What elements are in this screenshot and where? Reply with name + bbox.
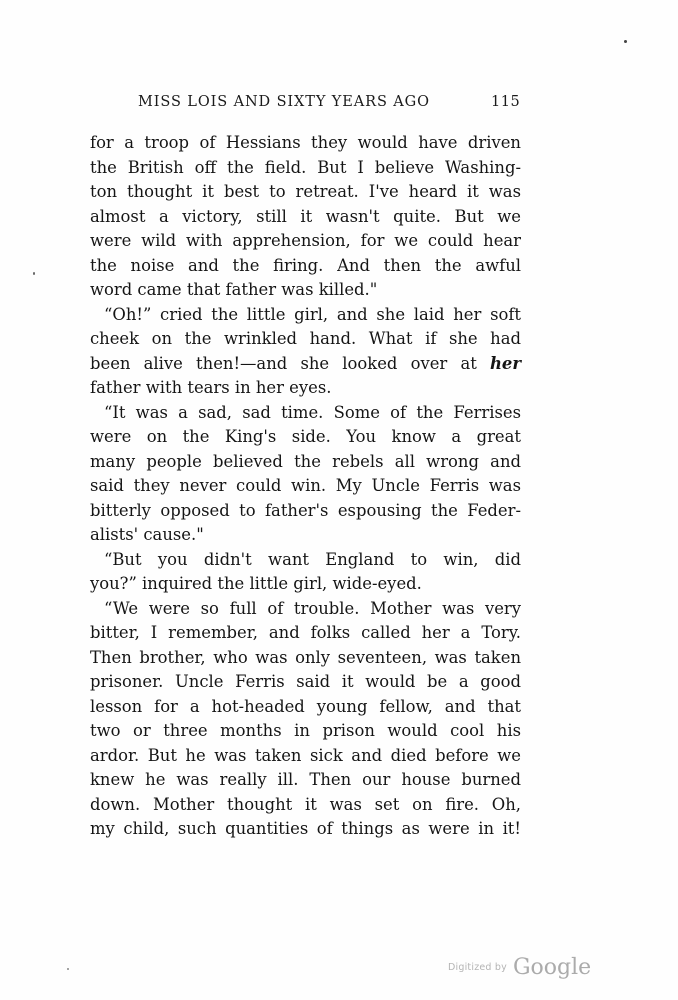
text-line: been alive then!—and she looked over at her xyxy=(90,353,521,373)
text-line: my child, such quantities of things as were in it! xyxy=(90,819,521,838)
text-line: you?” inquired the little girl, wide-eyed. xyxy=(90,574,422,593)
running-title: MISS LOIS AND SIXTY YEARS AGO xyxy=(138,94,430,110)
body-text xyxy=(90,131,521,842)
text-line: the British off the field. But I believe Washing- xyxy=(90,157,521,177)
watermark-prefix: Digitized by xyxy=(448,962,507,973)
text-line: ton thought it best to retreat. I've heard it was xyxy=(90,182,521,201)
text-line: “But you didn't want England to win, did xyxy=(104,549,521,569)
text-line: said they never could win. My Uncle Ferris was xyxy=(90,476,521,495)
text-line: cheek on the wrinkled hand. What if she had xyxy=(90,329,521,348)
text-line: were on the King's side. You know a great xyxy=(90,427,521,446)
text-line: almost a victory, still it wasn't quite. But we xyxy=(90,206,521,226)
digitized-watermark xyxy=(448,955,591,980)
text-line: father with tears in her eyes. xyxy=(90,378,332,397)
text-line: “Oh!” cried the little girl, and she laid her soft xyxy=(104,304,521,324)
text-line: were wild with apprehension, for we could hear xyxy=(90,231,521,250)
text-line: word came that father was killed." xyxy=(90,280,378,299)
text-line: bitter, I remember, and folks called her a Tory. xyxy=(90,623,521,642)
emphasized-word: her xyxy=(490,353,521,373)
text-line: Then brother, who was only seventeen, was taken xyxy=(90,647,521,667)
text-line: bitterly opposed to father's espousing the Feder- xyxy=(90,500,521,520)
page-number: 115 xyxy=(491,94,521,110)
scan-speck xyxy=(67,968,69,970)
scan-speck xyxy=(33,272,35,275)
text-line: ardor. But he was taken sick and died before we xyxy=(90,745,521,765)
watermark-logo: Google xyxy=(512,955,592,980)
text-line: down. Mother thought it was set on fire. Oh, xyxy=(90,794,521,814)
text-line: prisoner. Uncle Ferris said it would be a good xyxy=(90,672,521,691)
text-line: the noise and the firing. And then the awful xyxy=(90,255,521,275)
text-line: “We were so full of trouble. Mother was very xyxy=(104,598,521,618)
text-line: two or three months in prison would cool his xyxy=(90,721,521,740)
text-line: alists' cause." xyxy=(90,525,204,544)
text-line: “It was a sad, sad time. Some of the Ferrises xyxy=(104,402,521,422)
text-line: many people believed the rebels all wrong and xyxy=(90,451,521,471)
running-header xyxy=(91,92,521,116)
text-line: lesson for a hot-headed young fellow, and that xyxy=(90,696,521,716)
scan-speck xyxy=(624,40,627,43)
text-line: for a troop of Hessians they would have driven xyxy=(90,133,521,152)
text-line: knew he was really ill. Then our house burned xyxy=(90,770,521,789)
